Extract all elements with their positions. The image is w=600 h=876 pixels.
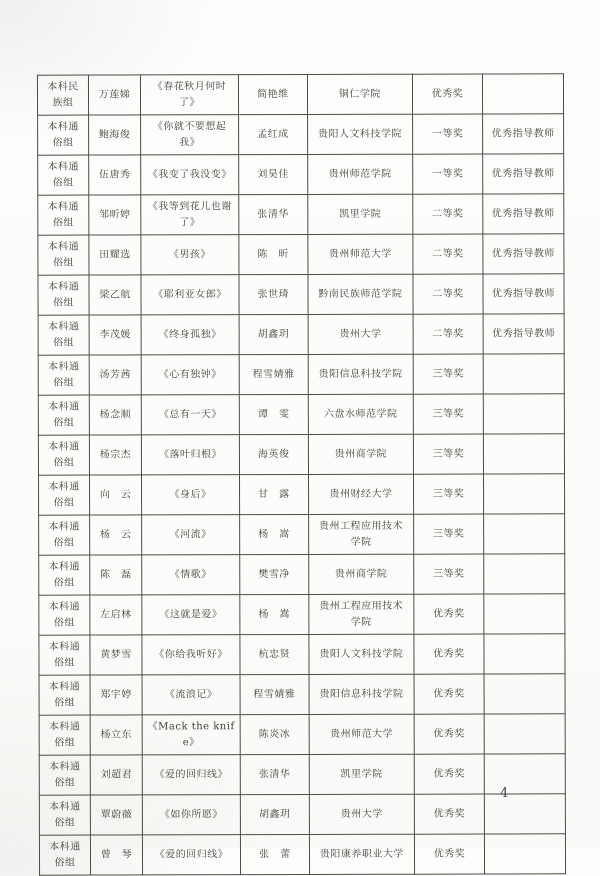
cell-award: 优秀奖 xyxy=(414,834,484,874)
cell-name: 汤芳茜 xyxy=(89,355,141,395)
cell-name: 伍唐秀 xyxy=(89,155,141,195)
cell-teacher: 程雪婧雅 xyxy=(239,354,308,394)
cell-group: 本科通俗组 xyxy=(39,555,90,595)
cell-song: 《Mack the knife》 xyxy=(142,715,240,755)
cell-school: 贵州商学院 xyxy=(308,434,413,474)
table-row xyxy=(38,114,564,155)
cell-group: 本科通俗组 xyxy=(39,595,90,635)
cell-group: 本科通俗组 xyxy=(39,675,90,715)
cell-note: 优秀指导教师 xyxy=(483,274,564,314)
cell-song: 《这就是爱》 xyxy=(142,595,240,635)
table-row xyxy=(38,234,564,275)
cell-group: 本科通俗组 xyxy=(38,395,89,435)
table-row xyxy=(38,394,564,435)
cell-song: 《春花秋月何时了》 xyxy=(141,75,239,115)
cell-group: 本科通俗组 xyxy=(39,715,90,755)
cell-school: 贵州大学 xyxy=(309,794,414,834)
table-row xyxy=(39,714,565,755)
cell-song: 《总有一天》 xyxy=(141,395,239,435)
cell-award: 优秀奖 xyxy=(414,634,484,674)
cell-award: 二等奖 xyxy=(413,234,483,274)
cell-song: 《如你所愿》 xyxy=(142,795,240,835)
cell-school: 凯里学院 xyxy=(308,194,413,234)
cell-note xyxy=(484,794,565,834)
cell-group: 本科通俗组 xyxy=(38,195,89,235)
cell-group: 本科通俗组 xyxy=(38,355,89,395)
table-row xyxy=(38,274,564,315)
cell-award: 一等奖 xyxy=(413,114,483,154)
cell-teacher: 杨 嵩 xyxy=(240,594,309,634)
cell-name: 李茂媛 xyxy=(89,315,141,355)
cell-school: 贵阳康养职业大学 xyxy=(309,834,414,874)
cell-group: 本科通俗组 xyxy=(39,795,90,835)
table-row xyxy=(39,554,565,595)
cell-school: 贵阳人文科技学院 xyxy=(307,114,412,154)
cell-note xyxy=(484,514,565,554)
cell-award: 二等奖 xyxy=(413,314,483,354)
cell-school: 铜仁学院 xyxy=(307,74,412,114)
table-row xyxy=(38,314,564,355)
cell-school: 六盘水师范学院 xyxy=(308,394,413,434)
cell-song: 《心有独钟》 xyxy=(141,355,239,395)
cell-group: 本科通俗组 xyxy=(39,515,90,555)
cell-school: 贵州师范大学 xyxy=(309,714,414,754)
cell-award: 优秀奖 xyxy=(412,74,482,114)
cell-award: 优秀奖 xyxy=(414,594,484,634)
cell-song: 《你给我听好》 xyxy=(142,635,240,675)
cell-group: 本科通俗组 xyxy=(38,275,89,315)
cell-note: 优秀指导教师 xyxy=(482,114,563,154)
cell-name: 覃蔚薇 xyxy=(90,795,142,835)
cell-note: 优秀指导教师 xyxy=(483,234,564,274)
cell-award: 三等奖 xyxy=(413,434,483,474)
cell-award: 二等奖 xyxy=(413,194,483,234)
cell-school: 贵州大学 xyxy=(308,314,413,354)
cell-teacher: 胡鑫玥 xyxy=(239,314,308,354)
cell-award: 三等奖 xyxy=(414,554,484,594)
cell-school: 贵阳人文科技学院 xyxy=(309,634,414,674)
cell-teacher: 谭 雯 xyxy=(239,394,308,434)
cell-song: 《河流》 xyxy=(142,515,240,555)
cell-song: 《男孩》 xyxy=(141,235,239,275)
table-row xyxy=(39,474,565,515)
cell-name: 杨宗杰 xyxy=(89,435,141,475)
cell-group: 本科通俗组 xyxy=(38,435,89,475)
cell-name: 邹昕婷 xyxy=(89,195,141,235)
table-row xyxy=(39,514,565,555)
cell-name: 鲍海俊 xyxy=(89,115,141,155)
cell-name: 曾 琴 xyxy=(90,835,142,875)
cell-name: 田耀选 xyxy=(89,235,141,275)
cell-note: 优秀指导教师 xyxy=(483,314,564,354)
cell-teacher: 杭忠贤 xyxy=(240,634,309,674)
cell-teacher: 简艳维 xyxy=(238,74,307,114)
cell-school: 贵阳信息科技学院 xyxy=(308,354,413,394)
cell-school: 凯里学院 xyxy=(309,754,414,794)
cell-song: 《爱的回归线》 xyxy=(143,835,241,875)
table-row xyxy=(38,434,564,475)
cell-song: 《身后》 xyxy=(142,475,240,515)
table-row xyxy=(37,74,563,115)
cell-group: 本科通俗组 xyxy=(39,475,90,515)
cell-name: 陈 磊 xyxy=(90,555,142,595)
cell-note xyxy=(484,674,565,714)
table-row xyxy=(39,834,565,875)
cell-award: 三等奖 xyxy=(413,474,483,514)
cell-award: 二等奖 xyxy=(413,274,483,314)
cell-name: 杨 云 xyxy=(90,515,142,555)
cell-teacher: 樊雪净 xyxy=(240,554,309,594)
cell-teacher: 海英俊 xyxy=(239,434,308,474)
cell-group: 本科通俗组 xyxy=(38,235,89,275)
cell-song: 《情歌》 xyxy=(142,555,240,595)
cell-award: 优秀奖 xyxy=(414,674,484,714)
cell-note: 优秀指导教师 xyxy=(483,194,564,234)
cell-group: 本科通俗组 xyxy=(38,155,89,195)
page-number: 4 xyxy=(500,786,509,801)
table-row xyxy=(38,154,564,195)
cell-school: 贵州财经大学 xyxy=(308,474,413,514)
cell-note xyxy=(483,474,564,514)
cell-school: 黔南民族师范学院 xyxy=(308,274,413,314)
cell-teacher: 张清华 xyxy=(240,754,309,794)
cell-school: 贵州工程应用技术学院 xyxy=(308,514,413,554)
cell-name: 万莲娣 xyxy=(88,75,140,115)
cell-school: 贵州师范学院 xyxy=(307,154,412,194)
cell-teacher: 程雪婧雅 xyxy=(240,674,309,714)
cell-name: 杨念顺 xyxy=(89,395,141,435)
cell-school: 贵州商学院 xyxy=(309,554,414,594)
table-row xyxy=(38,354,564,395)
cell-teacher: 甘 露 xyxy=(239,474,308,514)
cell-name: 黄梦雪 xyxy=(90,635,142,675)
cell-award: 优秀奖 xyxy=(414,794,484,834)
cell-award: 一等奖 xyxy=(413,154,483,194)
cell-group: 本科通俗组 xyxy=(38,315,89,355)
cell-award: 三等奖 xyxy=(413,394,483,434)
cell-name: 郑宇婷 xyxy=(90,675,142,715)
cell-teacher: 杨 嵩 xyxy=(240,514,309,554)
table-row xyxy=(38,194,564,235)
cell-teacher: 孟红成 xyxy=(238,114,307,154)
cell-song: 《流浪记》 xyxy=(142,675,240,715)
cell-group: 本科通俗组 xyxy=(39,755,90,795)
cell-teacher: 陈 昕 xyxy=(239,234,308,274)
cell-note xyxy=(484,634,565,674)
cell-teacher: 陈炎冰 xyxy=(240,714,309,754)
cell-name: 向 云 xyxy=(90,475,142,515)
cell-award: 优秀奖 xyxy=(414,714,484,754)
cell-school: 贵阳信息科技学院 xyxy=(309,674,414,714)
cell-school: 贵州师范大学 xyxy=(308,234,413,274)
awards-table-container xyxy=(37,73,566,875)
cell-award: 三等奖 xyxy=(414,514,484,554)
cell-note xyxy=(483,354,564,394)
cell-note xyxy=(484,714,565,754)
cell-note xyxy=(484,594,565,634)
cell-award: 三等奖 xyxy=(413,354,483,394)
cell-song: 《我等到花儿也谢了》 xyxy=(141,195,239,235)
cell-school: 贵州工程应用技术学院 xyxy=(309,594,414,634)
awards-table-body xyxy=(37,74,565,875)
table-row xyxy=(39,754,565,795)
awards-table xyxy=(37,73,566,875)
cell-note xyxy=(484,834,565,874)
cell-song: 《爱的回归线》 xyxy=(142,755,240,795)
cell-song: 《你就不要想起我》 xyxy=(141,115,239,155)
cell-teacher: 张清华 xyxy=(239,194,308,234)
table-row xyxy=(39,674,565,715)
cell-group: 本科通俗组 xyxy=(39,835,90,875)
cell-song: 《终身孤独》 xyxy=(141,315,239,355)
cell-note xyxy=(483,434,564,474)
table-row xyxy=(39,594,565,635)
cell-name: 刘超君 xyxy=(90,755,142,795)
cell-name: 左启林 xyxy=(90,595,142,635)
cell-song: 《落叶归根》 xyxy=(141,435,239,475)
cell-teacher: 胡鑫玥 xyxy=(240,794,309,834)
cell-note xyxy=(482,74,563,114)
cell-note: 优秀指导教师 xyxy=(483,154,564,194)
cell-name: 梁乙航 xyxy=(89,275,141,315)
cell-name: 杨立东 xyxy=(90,715,142,755)
cell-award: 优秀奖 xyxy=(414,754,484,794)
cell-group: 本科通俗组 xyxy=(39,635,90,675)
cell-teacher: 刘昊佳 xyxy=(239,154,308,194)
cell-note xyxy=(484,554,565,594)
cell-song: 《我变了我没变》 xyxy=(141,155,239,195)
cell-note xyxy=(484,754,565,794)
cell-song: 《耶利亚女郎》 xyxy=(141,275,239,315)
cell-group: 本科民族组 xyxy=(37,75,88,115)
cell-group: 本科通俗组 xyxy=(38,115,89,155)
table-row xyxy=(39,634,565,675)
cell-teacher: 张世琦 xyxy=(239,274,308,314)
cell-teacher: 张 蕾 xyxy=(240,834,309,874)
cell-note xyxy=(483,394,564,434)
table-row xyxy=(39,794,565,835)
